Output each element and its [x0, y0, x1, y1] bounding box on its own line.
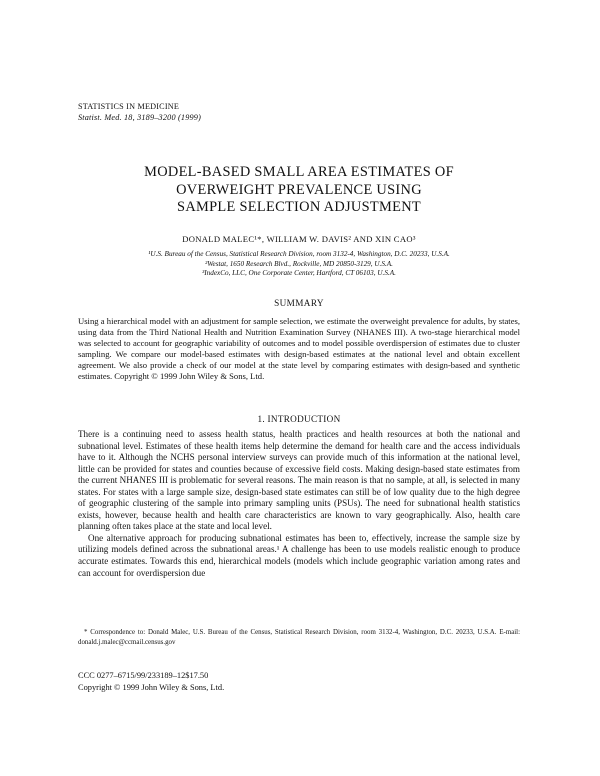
affiliations — [78, 250, 520, 279]
introduction-heading: 1. INTRODUCTION — [257, 414, 341, 424]
summary-heading: SUMMARY — [274, 298, 324, 308]
introduction-body — [78, 429, 520, 579]
publication-codes — [78, 670, 224, 693]
paper-title — [78, 164, 520, 217]
title-line: SAMPLE SELECTION ADJUSTMENT — [177, 199, 421, 215]
paragraph: One alternative approach for producing subnational estimates has been to, effectively, increase the sample size by utilizing models defined across the subnational areas.¹ A challenge has been to use models realistic enough to produce accurate estimates. Towards this end, hierarchical models (models which include geographic variation among rates and can account for overdispersion due — [78, 532, 520, 578]
journal-header — [78, 101, 201, 123]
summary-text: Using a hierarchical model with an adjustment for sample selection, we estimate the overweight prevalence for adults, by states, using data from the Third National Health and Nutrition Examination Survey (NHANES III). A two-stage hierarchical model was selected to account for geographic variability of outcomes and to model possible overdispersion of estimates due to cluster sampling. We compare our model-based estimates with design-based estimates at the national level and obtain excellent agreement. We also provide a check of our model at the state level by comparing estimates with design-based and synthetic estimates. Copyright © 1999 John Wiley & Sons, Ltd. — [78, 316, 520, 381]
affiliation: ³IndexCo, LLC, One Corporate Center, Hartford, CT 06103, U.S.A. — [202, 269, 396, 277]
paragraph: There is a continuing need to assess health status, health practices and health resources at both the national and subnational level. Estimates of these health items help determine the demand for health care and the access individuals have to it. Although the NCHS personal interview surveys can provide much of this information at the national level, little can be provided for states and counties because of excessive field costs. Making design-based state estimates from the current NHANES III is problematic for several reasons. The main reason is that no sample, at all, is selected in many states. For states with a large sample size, design-based state estimates can still be of low quality due to the high degree of geographic clustering of the sample into primary sampling units (PSUs). The need for subnational health statistics exists, however, because health and health care characteristics are known to vary geographically. Also, health care planning often takes place at the state and local level. — [78, 429, 520, 532]
journal-citation: Statist. Med. 18, 3189–3200 (1999) — [78, 113, 202, 122]
affiliation: ¹U.S. Bureau of the Census, Statistical Research Division, room 3132-4, Washington, D.C. 20233, U.S.A. — [148, 250, 450, 258]
footnote-text: * Correspondence to: Donald Malec, U.S. Bureau of the Census, Statistical Research Division, room 3132-4, Washington, D.C. 20233, U.S.A. E-mail: donald.j.malec@ccmail.census.gov — [78, 629, 520, 646]
author-list: DONALD MALEC¹*, WILLIAM W. DAVIS² AND XIN CAO³ — [182, 234, 416, 244]
journal-name: STATISTICS IN MEDICINE — [78, 102, 180, 111]
title-line: OVERWEIGHT PREVALENCE USING — [176, 181, 422, 198]
affiliation: ²Westat, 1650 Research Blvd., Rockville, MD 20850-3129, U.S.A. — [205, 259, 393, 268]
copyright-line: Copyright © 1999 John Wiley & Sons, Ltd. — [78, 682, 225, 692]
correspondence-footnote — [78, 628, 520, 648]
title-line: MODEL-BASED SMALL AREA ESTIMATES OF — [144, 164, 454, 180]
ccc-code: CCC 0277–6715/99/233189–12$17.50 — [78, 671, 209, 680]
